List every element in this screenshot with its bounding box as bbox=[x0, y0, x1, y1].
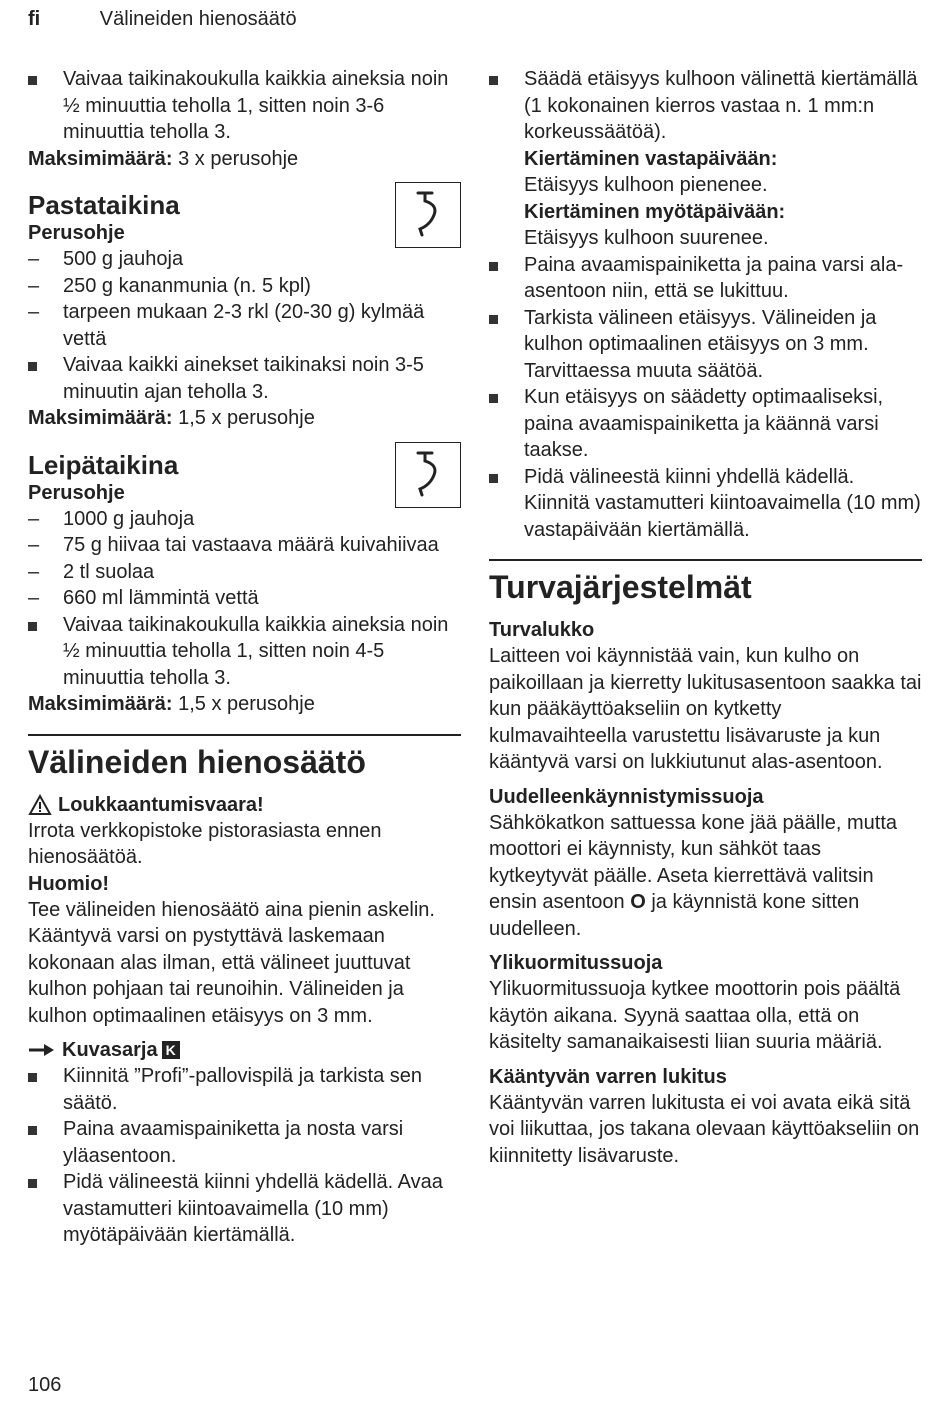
subsection-title: Kääntyvän varren lukitus bbox=[489, 1065, 727, 1088]
subsection-title: Turvalukko bbox=[489, 619, 595, 641]
warning-heading: Loukkaantumisvaara! bbox=[28, 792, 461, 818]
section-title: Turvajärjestelmät bbox=[489, 569, 752, 605]
list-item: Paina avaamispainiketta ja nosta varsi yläasentoon. bbox=[28, 1116, 461, 1169]
max-amount: Maksimimäärä: 1,5 x perusohje bbox=[28, 407, 315, 429]
ccw-text: Etäisyys kulhoon pienenee. bbox=[524, 174, 768, 196]
right-column bbox=[489, 66, 922, 1169]
arrow-right-icon bbox=[28, 1043, 56, 1057]
subsection-title: Ylikuormitussuoja bbox=[489, 952, 663, 974]
list-item: Säädä etäisyys kulhoon välinettä kiertämällä (1 kokonainen kierros vastaa n. 1 mm:n korkeussäätöä). bbox=[489, 66, 922, 146]
list-item: Vaivaa taikinakoukulla kaikkia aineksia noin ½ minuuttia teholla 1, sitten noin 3-6 minuuttia teholla 3. bbox=[28, 66, 461, 146]
paragraph: Laitteen voi käynnistää vain, kun kulho on paikoillaan ja kierretty lukitusasentoon saakka tai kun pääkäyttöakseliin on kytketty kulmavaihteella varustettu lisävaruste ja kun kääntyvä varsi on lukkiutunut alas-asentoon. bbox=[489, 645, 922, 773]
subsection-title: Uudelleenkäynnistymissuoja bbox=[489, 785, 764, 808]
ccw-label: Kiertäminen vastapäivään: bbox=[524, 147, 778, 170]
list-item: – 75 g hiivaa tai vastaava määrä kuivahiivaa bbox=[28, 534, 439, 556]
list-item: – 250 g kananmunia (n. 5 kpl) bbox=[28, 274, 311, 297]
list-item: Paina avaamispainiketta ja paina varsi ala-asentoon niin, että se lukittuu. bbox=[489, 252, 922, 305]
sequence-letter-badge: K bbox=[162, 1041, 180, 1059]
section-divider bbox=[28, 734, 461, 736]
paragraph: Kääntyvän varren lukitusta ei voi avata eikä sitä voi liikuttaa, jos takana olevaan käyttöakseliin on kiinnitetty lisävaruste. bbox=[489, 1091, 920, 1167]
section-divider bbox=[489, 559, 922, 561]
max-amount: Maksimimäärä: 1,5 x perusohje bbox=[28, 693, 315, 715]
dough-hook-icon bbox=[395, 182, 461, 248]
off-position-symbol: O bbox=[630, 891, 646, 913]
header-title: Välineiden hienosäätö bbox=[99, 8, 297, 30]
warning-triangle-icon bbox=[28, 794, 52, 816]
left-column bbox=[28, 66, 461, 1249]
list-item: – 2 tl suolaa bbox=[28, 560, 155, 583]
bread-heading: Leipätaikina bbox=[28, 450, 461, 480]
recipe-label: Perusohje bbox=[28, 481, 125, 504]
list-item: Vaivaa kaikki ainekset taikinaksi noin 3-5 minuutin ajan teholla 3. bbox=[28, 352, 461, 405]
list-item: Tarkista välineen etäisyys. Välineiden ja kulhon optimaalinen etäisyys on 3 mm. Tarvittaessa muuta säätöä. bbox=[489, 305, 922, 385]
recipe-label: Perusohje bbox=[28, 222, 125, 244]
sequence-label: Kuvasarja K bbox=[28, 1037, 461, 1063]
list-item: Kiinnitä ”Profi”-pallovispilä ja tarkista sen säätö. bbox=[28, 1063, 461, 1116]
list-item: Pidä välineestä kiinni yhdellä kädellä. Kiinnitä vastamutteri kiintoavaimella (10 mm) vastapäivään kiertämällä. bbox=[489, 464, 922, 544]
warning-text: Irrota verkkopistoke pistorasiasta ennen hienosäätöä. bbox=[28, 819, 382, 868]
section-title: Välineiden hienosäätö bbox=[28, 743, 366, 780]
dough-hook-icon bbox=[395, 442, 461, 508]
list-item: – 660 ml lämmintä vettä bbox=[28, 587, 259, 609]
list-item: – 500 g jauhoja bbox=[28, 248, 184, 270]
list-item: Vaivaa taikinakoukulla kaikkia aineksia noin ½ minuuttia teholla 1, sitten noin 4-5 minuuttia teholla 3. bbox=[28, 612, 461, 692]
note-label: Huomio! bbox=[28, 872, 110, 895]
list-item: Pidä välineestä kiinni yhdellä kädellä. Avaa vastamutteri kiintoavaimella (10 mm) myötäpäivään kiertämällä. bbox=[28, 1169, 461, 1249]
pasta-heading: Pastataikina bbox=[28, 190, 461, 220]
note-text: Tee välineiden hienosäätö aina pienin askelin. Kääntyvä varsi on pystyttävä laskemaan kokonaan alas ilman, että välineet juuttuvat kulhon pohjaan tai reunoihin. Välineiden ja kulhon optimaalinen etäisyys on 3 mm. bbox=[28, 898, 435, 1027]
max-amount: Maksimimäärä: 3 x perusohje bbox=[28, 147, 299, 170]
cw-text: Etäisyys kulhoon suurenee. bbox=[524, 227, 769, 249]
paragraph: Ylikuormitussuoja kytkee moottorin pois päältä käytön aikana. Syynä saattaa olla, että on käsitelty samanaikaisesti liian suuria määriä. bbox=[489, 978, 901, 1053]
page-number: 106 bbox=[28, 1374, 62, 1396]
list-item: – tarpeen mukaan 2-3 rkl (20-30 g) kylmää vettä bbox=[28, 301, 425, 350]
language-code: fi bbox=[28, 8, 41, 30]
page-header bbox=[28, 8, 297, 31]
cw-label: Kiertäminen myötäpäivään: bbox=[524, 200, 786, 223]
list-item: – 1000 g jauhoja bbox=[28, 507, 195, 530]
paragraph: Sähkökatkon sattuessa kone jää päälle, mutta moottori ei käynnisty, kun sähköt taas kytkeytyvät päälle. Aseta kierrettävä valitsin ensin asentoon O ja käynnistä kone sitten uudelleen. bbox=[489, 811, 898, 940]
list-item: Kun etäisyys on säädetty optimaaliseksi, paina avaamispainiketta ja käännä varsi taakse. bbox=[489, 384, 922, 464]
